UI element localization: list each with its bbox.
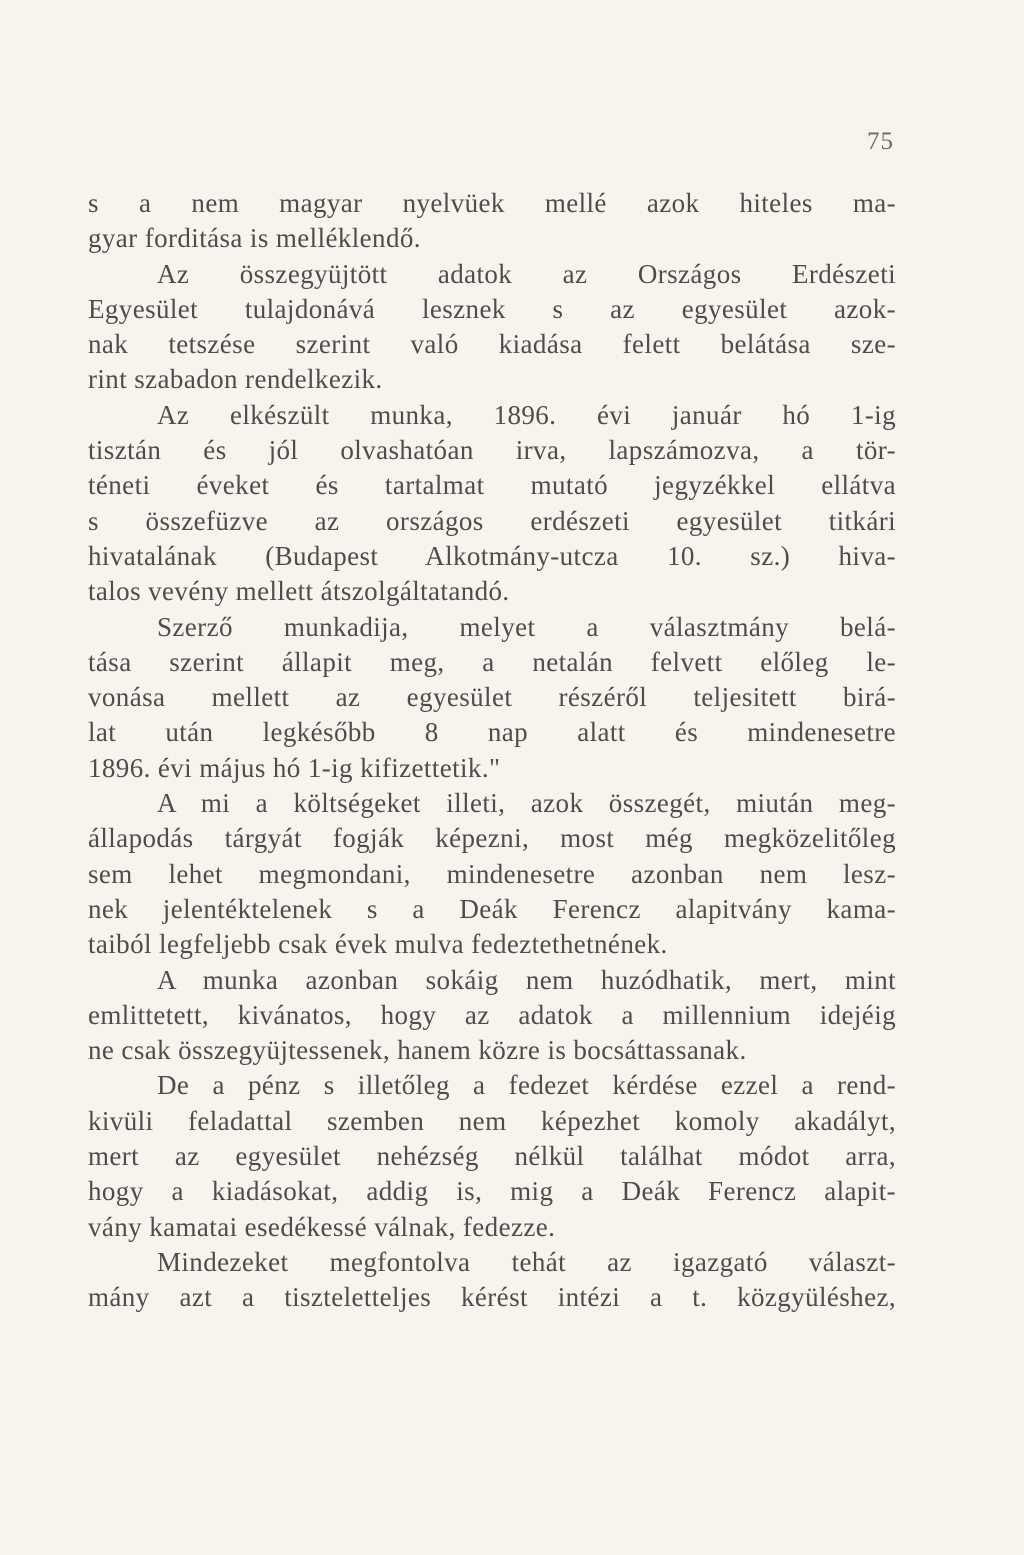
text-line: 1896. évi május hó 1-ig kifizettetik." <box>88 752 501 783</box>
text-line: emlittetett, kivánatos, hogy az adatok a millennium idejéig <box>88 999 896 1030</box>
text-line: taiból legfeljebb csak évek mulva fedeztethetnének. <box>88 929 668 960</box>
text-line: s összefüzve az országos erdészeti egyesület titkári <box>88 505 896 536</box>
text-line: rint szabadon rendelkezik. <box>88 364 383 395</box>
body-text <box>88 186 896 1316</box>
text-line: talos vevény mellett átszolgáltatandó. <box>88 576 510 607</box>
text-line: vonása mellett az egyesület részéről teljesitett birá- <box>88 682 896 713</box>
text-line: sem lehet megmondani, mindenesetre azonban nem lesz- <box>88 858 896 889</box>
text-line: Az összegyüjtött adatok az Országos Erdészeti <box>157 258 896 289</box>
text-line: Egyesület tulajdonává lesznek s az egyesület azok- <box>88 293 896 324</box>
text-line: kivüli feladattal szemben nem képezhet komoly akadályt, <box>88 1105 896 1136</box>
text-line: s a nem magyar nyelvüek mellé azok hiteles ma- <box>88 188 896 218</box>
text-line: hivatalának (Budapest Alkotmány-utcza 10. sz.) hiva- <box>88 540 896 571</box>
text-line: mány azt a tiszteletteljes kérést intézi a t. közgyüléshez, <box>88 1282 896 1313</box>
text-line: gyar forditása is melléklendő. <box>88 223 421 254</box>
text-line: téneti éveket és tartalmat mutató jegyzékkel ellátva <box>88 470 896 501</box>
text-line: mert az egyesület nehézség nélkül találhat módot arra, <box>88 1141 896 1172</box>
text-line: tisztán és jól olvashatóan irva, lapszámozva, a tör- <box>88 435 896 466</box>
text-line: hogy a kiadásokat, addig is, mig a Deák Ferencz alapit- <box>88 1176 896 1207</box>
text-line: De a pénz s illetőleg a fedezet kérdése ezzel a rend- <box>157 1070 896 1101</box>
text-line: tása szerint állapit meg, a netalán felvett előleg le- <box>88 646 896 677</box>
page-number: 75 <box>867 128 894 155</box>
text-line: lat után legkésőbb 8 nap alatt és mindenesetre <box>88 717 896 748</box>
text-line: Szerző munkadija, melyet a választmány belá- <box>157 611 896 642</box>
text-line: ne csak összegyüjtessenek, hanem közre is bocsáttassanak. <box>88 1035 747 1066</box>
text-line: nek jelentéktelenek s a Deák Ferencz alapitvány kama- <box>88 893 896 924</box>
text-line: vány kamatai esedékessé válnak, fedezze. <box>88 1211 556 1242</box>
text-line: Mindezeket megfontolva tehát az igazgató választ- <box>157 1246 896 1277</box>
text-line: A munka azonban sokáig nem huzódhatik, mert, mint <box>157 964 896 995</box>
text-line: állapodás tárgyát fogják képezni, most még megközelitőleg <box>88 823 896 854</box>
text-line: Az elkészült munka, 1896. évi január hó 1-ig <box>157 399 896 430</box>
text-line: A mi a költségeket illeti, azok összegét, miután meg- <box>157 788 896 819</box>
text-line: nak tetszése szerint való kiadása felett belátása sze- <box>88 329 896 360</box>
